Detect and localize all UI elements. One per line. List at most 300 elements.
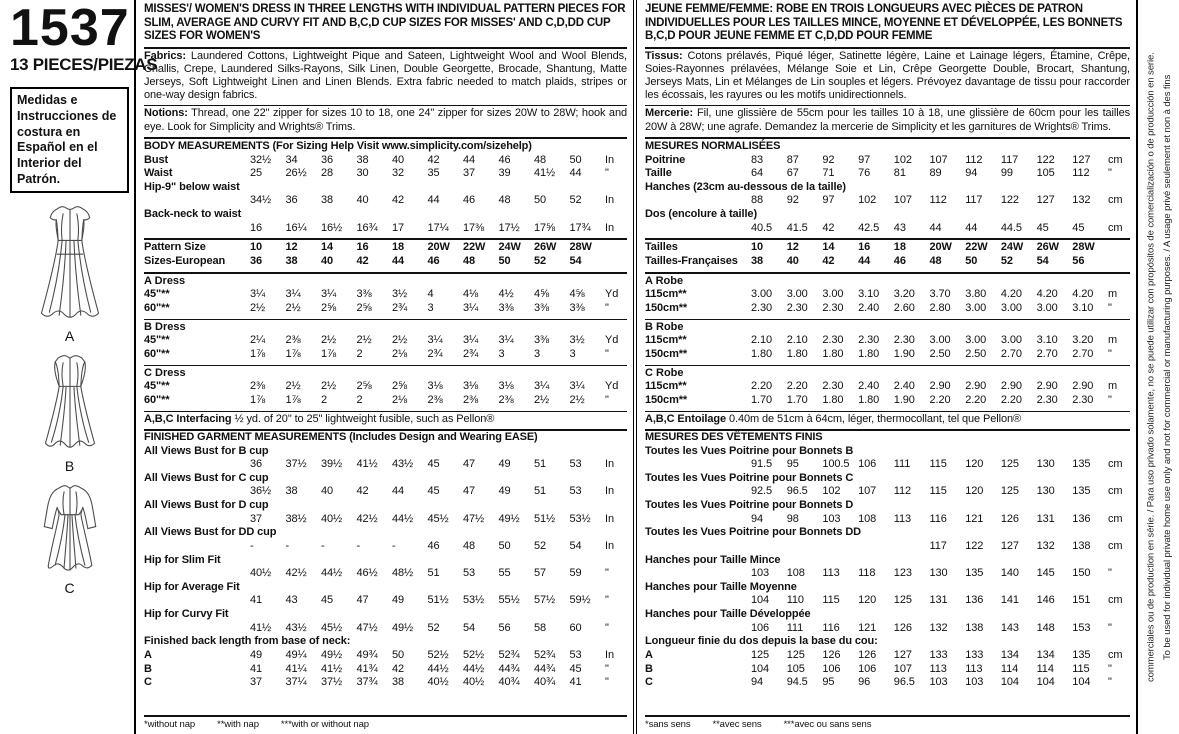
value-cell: 17⅜ [463,221,485,234]
value-cell: 56 [498,621,511,634]
usage-restriction-text [1138,0,1179,734]
value-cell: 136 [965,594,984,607]
value-cell: 52¾ [534,648,556,661]
unit-cell: " [1108,393,1112,406]
value-cell: 52 [534,254,547,267]
value-cell: 3.00 [965,301,987,314]
value-cell: 3.00 [751,288,773,301]
value-cell: 53 [569,485,582,498]
value-cell: 2½ [392,334,408,347]
value-cell: 2.30 [858,334,880,347]
value-cell: 16 [858,241,871,254]
value-cell: 132 [1072,194,1091,207]
entoilage-label: A,B,C Entoilage [645,412,727,425]
value-cell: 2.90 [1072,380,1094,393]
row-label: Hanches pour Taille Développée [645,608,811,620]
value-cell: 2.20 [751,380,773,393]
value-cell: 42 [427,153,440,166]
value-cell: 53½ [569,512,591,525]
table-row [645,663,1130,677]
tissus-paragraph [645,50,1130,103]
value-cell: 44½ [427,662,449,675]
value-cell: 49½ [392,621,414,634]
value-cell: 1.80 [822,393,844,406]
row-label: C [645,676,653,689]
value-cell: 41¼ [285,662,307,675]
row-label: 60"** [144,347,170,360]
value-cell: 94.5 [786,676,808,689]
value-cell: 47 [463,458,476,471]
row-label: 45"** [144,334,170,347]
value-cell: 92 [822,153,835,166]
value-cell: 127 [1036,194,1055,207]
value-cell: 105 [786,662,805,675]
value-cell: 108 [858,512,877,525]
value-cell: 3½ [569,334,585,347]
unit-cell: Yd [605,334,619,347]
row-label: Longueur finie du dos depuis la base du cou: [645,635,878,648]
unit-cell: Yd [605,288,619,301]
value-cell: 123 [893,567,912,580]
value-cell: 55½ [498,594,520,607]
view-b [34,353,106,483]
value-cell: 48 [463,539,476,552]
value-cell: 38 [285,485,298,498]
value-cell: 40¾ [534,676,556,689]
unit-cell: cm [1108,648,1123,661]
body-measurements-section [144,139,627,241]
value-cell: 2½ [321,334,337,347]
value-cell: 3⅛ [463,380,479,393]
value-cell: 36 [250,254,263,267]
unit-cell: " [1108,662,1112,675]
value-cell: 49 [250,648,263,661]
value-cell: 2¾ [392,301,408,314]
value-cell: 2.50 [965,347,987,360]
value-cell: 52½ [463,648,485,661]
row-label: Hanches pour Taille Mince [645,553,781,566]
value-cell: 3¼ [250,288,266,301]
value-cell: 38 [751,254,764,267]
value-cell: 1⅞ [321,347,337,360]
value-cell: 38 [356,153,369,166]
value-cell: 43 [285,594,298,607]
value-cell: 121 [858,621,877,634]
unit-cell [1108,255,1130,269]
row-label: All Views Bust for D cup [144,499,269,511]
value-cell: 2⅛ [392,347,408,360]
table-row [144,334,627,348]
value-cell: 26W [1036,241,1059,254]
unit-cell: In [605,221,614,234]
value-cell: 17 [392,221,405,234]
value-cell: 3.00 [965,334,987,347]
row-label: B [645,662,653,675]
row-label: 115cm** [645,288,687,301]
value-cell: 99 [1000,167,1013,180]
value-cell: 151 [1072,594,1091,607]
value-cell: 37½ [285,458,307,471]
unit-cell [1108,241,1130,255]
value-cell: 39 [498,167,511,180]
value-cell: 3.00 [822,288,844,301]
value-cell: 140 [1000,567,1019,580]
row-label: Toutes les Vues Poitrine pour Bonnets D [645,499,854,511]
table-row [144,635,627,649]
value-cell: 4.20 [1072,288,1094,301]
yardage-b-dress [144,320,627,366]
value-cell: 2.30 [751,301,773,314]
value-cell: 45 [321,594,334,607]
value-cell: 43½ [392,458,414,471]
value-cell: 131 [929,594,948,607]
value-cell: 114 [1036,662,1054,675]
value-cell: 57½ [534,594,556,607]
value-cell: 3.00 [1000,301,1022,314]
mesures-finies-table [645,445,1130,690]
value-cell: 16¾ [356,221,378,234]
table-row [144,348,627,362]
row-label: Hip-9" below waist [144,180,240,193]
tissus-text: Cotons prélavés, Piqué léger, Satinette légère, Laine et Lainage légers, Étamine, Crêpe, Soies-Rayonnes prélavées, Mélange Soie et Lin, Crêpe Georgette Double, Brocart, Shantung, Jerseys Mats, Lin et Mélanges de Lin souples et légers. Prévoyez davantage de tissu pour raccorder les écossais, les rayures ou les motifs unidirectionnels. [645,49,1130,102]
value-cell: 48 [463,254,476,267]
yardage-table [144,334,627,361]
value-cell: 45½ [321,621,343,634]
value-cell: 59 [569,567,582,580]
yardage-heading: A Robe [645,274,684,287]
value-cell: 2⅜ [250,380,266,393]
value-cell: 95 [822,676,835,689]
table-row [645,167,1130,181]
value-cell: 43½ [285,621,307,634]
value-cell: 46½ [356,567,378,580]
value-cell: 91.5 [751,458,773,471]
value-cell: 44.5 [1000,221,1022,234]
value-cell: 1.70 [786,393,808,406]
unit-cell: " [605,662,609,675]
value-cell: 40.5 [751,221,773,234]
unit-cell: cm [1108,221,1123,234]
value-cell: 2⅜ [427,393,443,406]
value-cell: 1⅞ [250,347,266,360]
value-cell: 153 [1072,621,1091,634]
value-cell: 42 [822,221,835,234]
value-cell: 52½ [427,648,449,661]
value-cell: 104 [751,594,770,607]
value-cell: 2½ [569,393,585,406]
value-cell: 37 [463,167,476,180]
table-row [144,154,627,168]
value-cell: 40¾ [498,676,520,689]
value-cell: 138 [965,621,984,634]
row-label: Tailles-Françaises [645,254,738,267]
value-cell: 40 [356,194,369,207]
value-cell: 41½ [250,621,272,634]
value-cell: 32 [392,167,405,180]
value-cell: 76 [858,167,871,180]
value-cell: 87 [786,153,799,166]
value-cell: 43 [893,221,906,234]
value-cell: 3 [534,347,541,360]
value-cell: 49 [392,594,405,607]
table-row [144,472,627,499]
value-cell: 122 [1000,194,1019,207]
table-row [645,608,1130,635]
unit-cell: " [605,301,609,314]
unit-cell: " [1108,347,1112,360]
value-cell: 17¼ [427,221,449,234]
value-cell: 53½ [463,594,485,607]
value-cell: 26½ [285,167,307,180]
value-cell: 51½ [534,512,556,525]
value-cell: 42 [822,254,835,267]
value-cell: 112 [965,153,983,166]
english-title: MISSES'/ WOMEN'S DRESS IN THREE LENGTHS WITH INDIVIDUAL PATTERN PIECES FOR SLIM, AVERAGE AND CURVY FIT AND B,C,D CUP SIZES FOR MISSES' AND C,D,DD CUP SIZES FOR WOMEN'S [144,3,626,43]
yardage-table [144,380,627,407]
value-cell: 52 [1000,254,1013,267]
value-cell: 4½ [498,288,514,301]
table-row [144,241,627,255]
value-cell: 49¼ [285,648,307,661]
value-cell: 40 [321,485,334,498]
row-label: Bust [144,153,169,166]
value-cell: 54 [569,254,582,267]
value-cell: 107 [893,662,912,675]
table-row [144,181,627,208]
row-label: Tailles [645,241,678,254]
mesures-header: MESURES NORMALISÉES [645,139,781,152]
value-cell: 132 [929,621,948,634]
value-cell: 10 [751,241,764,254]
unit-cell: cm [1108,512,1123,525]
value-cell: 22W [463,241,486,254]
value-cell: 2¾ [427,347,443,360]
value-cell: 3¼ [427,334,443,347]
value-cell: 37¼ [285,676,307,689]
value-cell: 12 [285,241,298,254]
unit-cell: cm [1108,485,1123,498]
value-cell: 41½ [356,458,378,471]
usage-line-1: To be used for individual private home use only and not for commercial or manufacturing purposes. / A usage privé seulement et non à des fins [1161,74,1173,660]
value-cell: 146 [1036,594,1055,607]
value-cell: 131 [1036,512,1055,525]
value-cell: 2.60 [893,301,915,314]
value-cell: 116 [822,621,840,634]
value-cell: 106 [858,662,877,675]
value-cell: 52 [427,621,440,634]
value-cell: 135 [1072,485,1091,498]
unit-cell: " [605,167,609,180]
value-cell: 38½ [285,512,307,525]
value-cell: 37 [250,676,263,689]
value-cell: 34 [285,153,298,166]
unit-cell: cm [1108,594,1123,607]
yardage-heading: B Dress [144,320,186,333]
value-cell: 52¾ [498,648,520,661]
unit-cell: " [605,621,609,634]
value-cell: 3.20 [1072,334,1094,347]
yardage-heading: B Robe [645,320,684,333]
spanish-note-box: Medidas e Instrucciones de costura en Español en el Interior del Patrón. [10,87,129,193]
footnote-item: **avec sens [712,719,762,730]
value-cell: 48 [498,194,511,207]
value-cell: 120 [965,485,984,498]
row-label: 115cm** [645,380,687,393]
value-cell: 44 [392,254,405,267]
value-cell: 50 [498,539,511,552]
value-cell: 1.80 [858,347,880,360]
value-cell: 14 [822,241,835,254]
unit-cell: In [605,648,614,661]
unit-cell: " [1108,167,1112,180]
unit-cell: " [605,676,609,689]
value-cell: 50 [965,254,978,267]
value-cell: 2.20 [786,380,808,393]
value-cell: 44 [929,221,942,234]
value-cell: 1.90 [893,347,915,360]
value-cell: 64 [751,167,764,180]
value-cell: 20W [929,241,952,254]
value-cell: 96 [858,676,871,689]
value-cell: 16¼ [285,221,307,234]
table-row [645,472,1130,499]
unit-cell: " [1108,621,1112,634]
value-cell: 107 [893,194,912,207]
row-label: Waist [144,167,173,180]
value-cell: 17⅝ [534,221,556,234]
value-cell: 37½ [321,676,343,689]
value-cell: 115 [822,594,840,607]
value-cell: 16 [356,241,369,254]
value-cell: 2⅝ [392,380,408,393]
value-cell: 51 [534,485,547,498]
unit-cell: cm [1108,539,1123,552]
value-cell: 117 [965,194,983,207]
value-cell: 44 [858,254,871,267]
value-cell: - [356,539,361,552]
value-cell: 44½ [321,567,343,580]
unit-cell: In [605,512,614,525]
value-cell: 94 [965,167,978,180]
value-cell: 105 [1036,167,1055,180]
value-cell: 40 [786,254,799,267]
value-cell: 3.10 [1036,334,1058,347]
value-cell: 122 [965,539,984,552]
value-cell: 113 [965,662,983,675]
row-label: All Views Bust for C cup [144,471,269,484]
unit-cell: m [1108,334,1118,347]
value-cell: 102 [822,485,841,498]
value-cell: 120 [965,458,984,471]
row-label: Dos (encolure à taille) [645,208,758,221]
value-cell: 41 [250,662,263,675]
value-cell: 38 [392,676,405,689]
value-cell: 2.90 [1000,380,1022,393]
value-cell: 3.00 [929,334,951,347]
value-cell: 96.5 [786,485,808,498]
value-cell: 1.90 [893,393,915,406]
value-cell: 2.70 [1000,347,1022,360]
value-cell: 2.80 [929,301,951,314]
value-cell: 125 [751,648,770,661]
table-row [645,526,1130,553]
value-cell: 47½ [356,621,378,634]
value-cell: 97 [858,153,871,166]
value-cell: 53 [569,458,582,471]
value-cell: 3.00 [786,288,808,301]
value-cell: 30 [356,167,369,180]
value-cell: 2.20 [965,393,987,406]
table-row [645,181,1130,208]
value-cell: 2½ [321,380,337,393]
mesures-finies-header: MESURES DES VÊTEMENTS FINIS [645,430,823,443]
value-cell: 113 [929,662,947,675]
value-cell: 117 [929,539,947,552]
unit-cell [605,241,627,255]
value-cell: 134 [1000,648,1019,661]
value-cell: 97 [822,194,835,207]
view-b-label: B [64,458,76,475]
table-row [144,380,627,394]
value-cell: 103 [965,676,984,689]
value-cell: 56 [1072,254,1085,267]
value-cell: 42 [392,194,405,207]
row-label: B [144,662,152,675]
table-row [144,167,627,181]
value-cell: 40½ [463,676,485,689]
value-cell: 130 [1036,458,1055,471]
row-label: Toutes les Vues Poitrine pour Bonnets B [645,444,854,457]
value-cell: 42 [392,662,405,675]
yardage-heading: A Dress [144,274,186,287]
value-cell: 115 [929,458,947,471]
yardage-table [144,288,627,315]
value-cell: 2.40 [893,380,915,393]
table-row [144,445,627,472]
unit-cell: " [605,567,609,580]
value-cell: 41½ [321,662,343,675]
unit-cell: m [1108,288,1118,301]
value-cell: 50 [392,648,405,661]
value-cell: 2.30 [1036,393,1058,406]
value-cell: 104 [1036,676,1055,689]
value-cell: 48 [929,254,942,267]
value-cell: 17½ [498,221,520,234]
row-label: Poitrine [645,153,686,166]
table-row [144,394,627,408]
value-cell: 100.5 [822,458,850,471]
value-cell: 16½ [321,221,343,234]
value-cell: 2.50 [929,347,951,360]
value-cell: 92.5 [751,485,773,498]
value-cell: 89 [929,167,942,180]
unit-cell: In [605,539,614,552]
value-cell: 130 [1036,485,1055,498]
value-cell: 2½ [250,301,266,314]
value-cell: 46 [427,254,440,267]
row-label: 150cm** [645,301,688,314]
value-cell: 4.20 [1036,288,1058,301]
value-cell: 88 [751,194,764,207]
value-cell: 4⅝ [569,288,585,301]
value-cell: 50 [534,194,547,207]
row-label: A [645,648,653,661]
value-cell: 37 [250,512,263,525]
table-row [144,255,627,269]
value-cell: 2.70 [1036,347,1058,360]
value-cell: 34½ [250,194,272,207]
entoilage-note [645,413,1130,426]
